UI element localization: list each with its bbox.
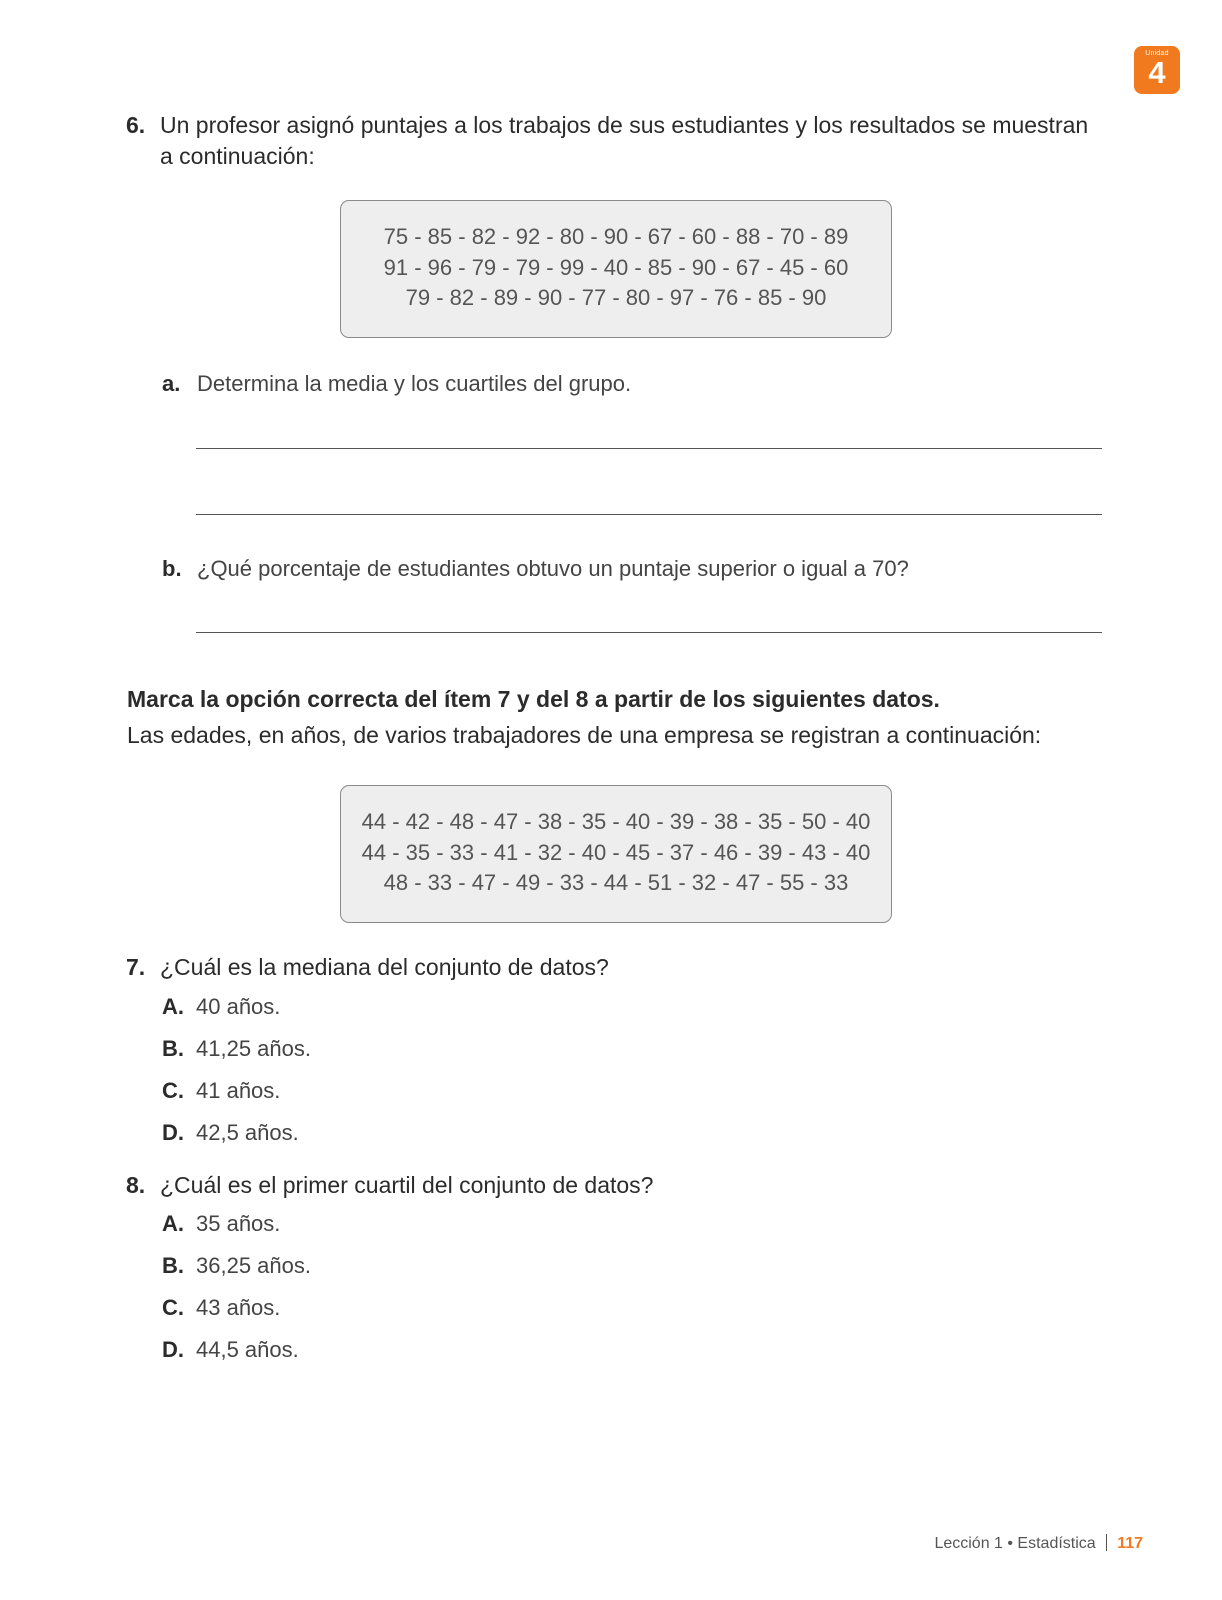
- scores-data-box: [340, 200, 892, 338]
- question-8-text: ¿Cuál es el primer cuartil del conjunto de datos?: [160, 1172, 654, 1198]
- unit-label: Unidad: [1145, 50, 1169, 57]
- scores-row-3: 79 - 82 - 89 - 90 - 77 - 80 - 97 - 76 - 85 - 90: [405, 285, 827, 310]
- question-8-number: 8.: [126, 1172, 146, 1198]
- q7-option-c[interactable]: [162, 1077, 280, 1105]
- instruction-text: Las edades, en años, de varios trabajadores de una empresa se registran a continuación:: [127, 722, 1042, 748]
- q8-option-d[interactable]: [162, 1336, 299, 1364]
- answer-line-6a-2[interactable]: [196, 514, 1102, 515]
- q7-option-c-text: 41 años.: [196, 1078, 281, 1103]
- answer-line-6b[interactable]: [196, 632, 1102, 633]
- question-7-number: 7.: [126, 954, 146, 980]
- unit-number: 4: [1148, 55, 1166, 90]
- q7-option-a-text: 40 años.: [196, 994, 281, 1019]
- q7-option-d[interactable]: [162, 1119, 299, 1147]
- ages-row-1: 44 - 42 - 48 - 47 - 38 - 35 - 40 - 39 - 38 - 35 - 50 - 40: [361, 809, 871, 834]
- question-6-text-line1: Un profesor asignó puntajes a los trabajos de sus estudiantes y los resultados se muestran: [160, 112, 1089, 138]
- scores-row-2: 91 - 96 - 79 - 79 - 99 - 40 - 85 - 90 - 67 - 45 - 60: [383, 254, 849, 280]
- question-6a-letter: a.: [162, 371, 181, 396]
- q8-option-c-text: 43 años.: [196, 1295, 281, 1320]
- question-6-number: 6.: [126, 112, 146, 138]
- q8-option-a[interactable]: [162, 1210, 280, 1238]
- q7-option-d-text: 42,5 años.: [196, 1120, 299, 1145]
- q7-option-a[interactable]: [162, 993, 280, 1021]
- q8-option-b[interactable]: [162, 1252, 311, 1280]
- q8-option-d-text: 44,5 años.: [196, 1337, 299, 1362]
- question-7-text: ¿Cuál es la mediana del conjunto de datos?: [160, 954, 609, 980]
- unit-badge: [1134, 46, 1180, 94]
- ages-data-box: [340, 785, 892, 923]
- question-7: [126, 952, 609, 983]
- q7-option-b-text: 41,25 años.: [196, 1036, 311, 1061]
- q8-option-b-letter: B.: [162, 1253, 184, 1278]
- question-6: [126, 110, 1088, 141]
- q8-option-c[interactable]: [162, 1294, 280, 1322]
- footer-lesson: Lección 1 • Estadística: [934, 1535, 1096, 1552]
- question-6b-letter: b.: [162, 556, 182, 581]
- question-6-text-line2: a continuación:: [160, 143, 315, 169]
- q8-option-a-letter: A.: [162, 1211, 184, 1236]
- question-6b: [162, 555, 909, 583]
- answer-line-6a-1[interactable]: [196, 448, 1102, 449]
- q8-option-b-text: 36,25 años.: [196, 1253, 311, 1278]
- q8-option-d-letter: D.: [162, 1337, 184, 1362]
- ages-row-2: 44 - 35 - 33 - 41 - 32 - 40 - 45 - 37 - 46 - 39 - 43 - 40: [361, 839, 871, 865]
- q7-option-c-letter: C.: [162, 1078, 184, 1103]
- q7-option-b[interactable]: [162, 1035, 311, 1063]
- question-6b-text: ¿Qué porcentaje de estudiantes obtuvo un puntaje superior o igual a 70?: [197, 556, 909, 581]
- q7-option-d-letter: D.: [162, 1120, 184, 1145]
- question-6a-text: Determina la media y los cuartiles del grupo.: [197, 371, 632, 396]
- page-number: 117: [1117, 1535, 1143, 1552]
- question-6a: [162, 370, 631, 398]
- scores-row-1: 75 - 85 - 82 - 92 - 80 - 90 - 67 - 60 - 88 - 70 - 89: [383, 224, 849, 249]
- q7-option-b-letter: B.: [162, 1036, 184, 1061]
- footer-separator: [1106, 1534, 1108, 1551]
- q7-option-a-letter: A.: [162, 994, 184, 1019]
- ages-row-3: 48 - 33 - 47 - 49 - 33 - 44 - 51 - 32 - 47 - 55 - 33: [383, 870, 849, 895]
- q8-option-a-text: 35 años.: [196, 1211, 281, 1236]
- question-8: [126, 1170, 653, 1201]
- instruction-heading: Marca la opción correcta del ítem 7 y del 8 a partir de los siguientes datos.: [127, 686, 940, 712]
- page-footer: [934, 1534, 1143, 1553]
- q8-option-c-letter: C.: [162, 1295, 184, 1320]
